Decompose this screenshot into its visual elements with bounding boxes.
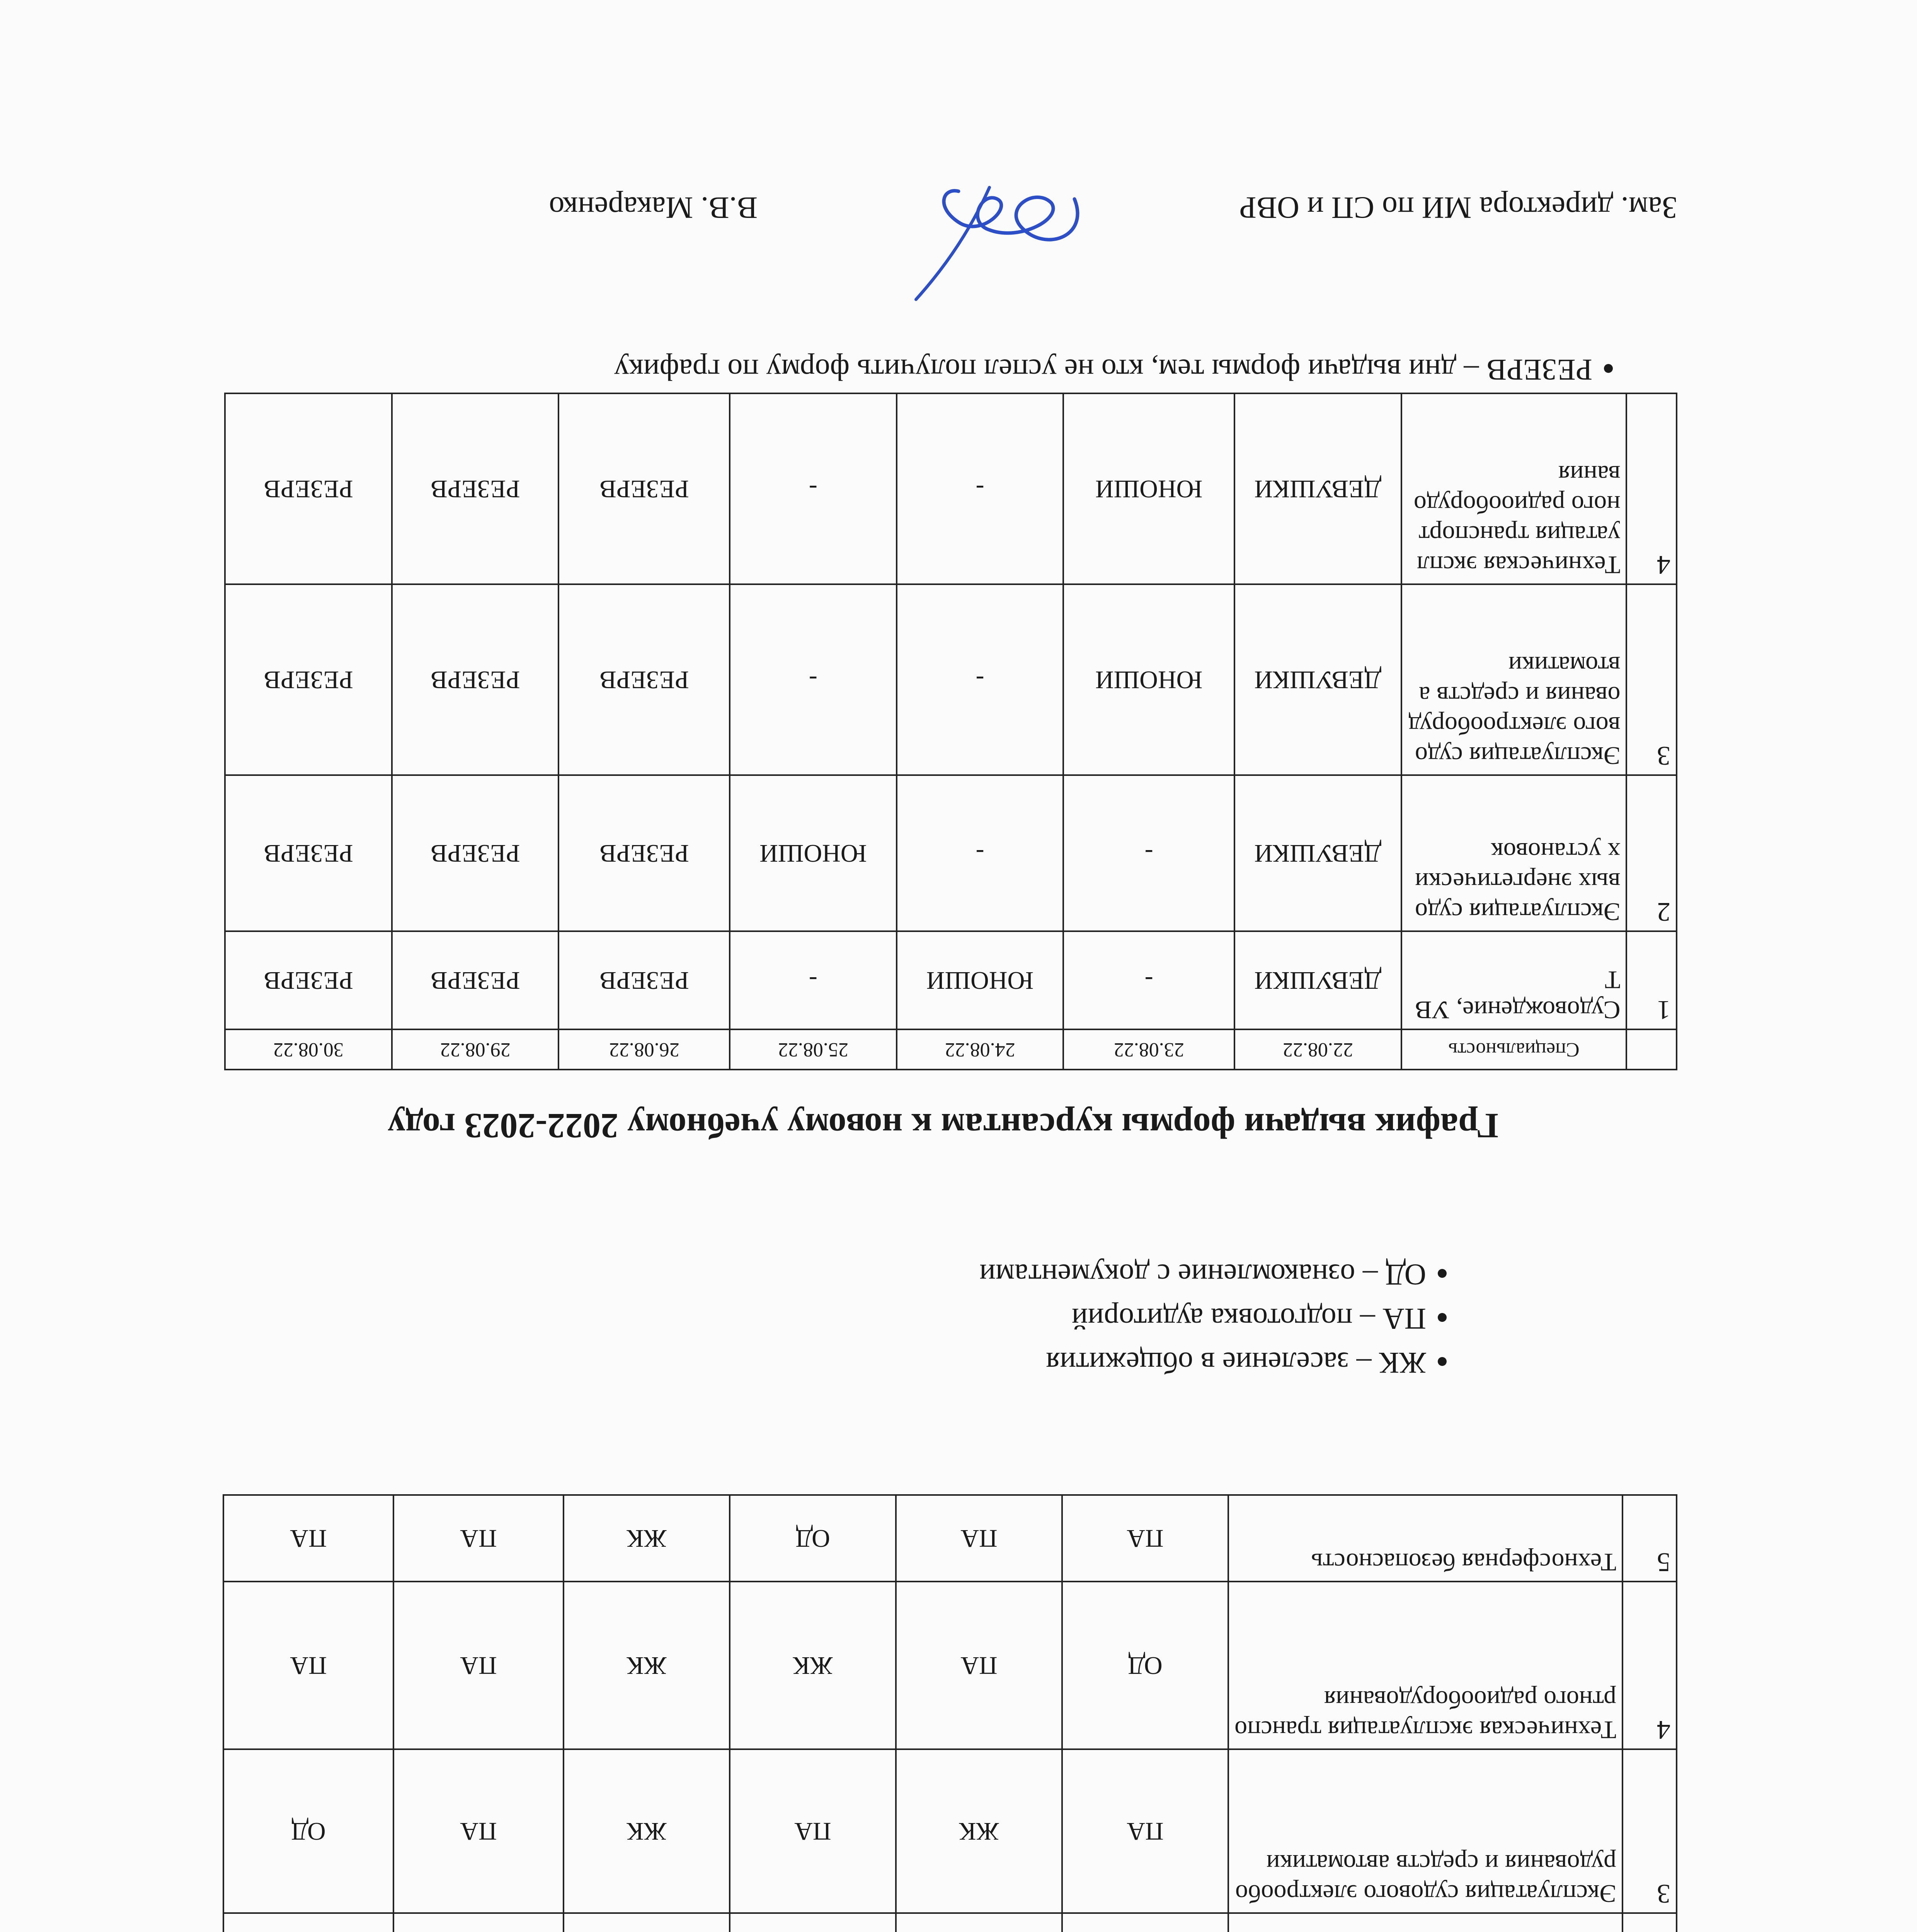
table2-row [225,584,1677,775]
schedule-cell: ОД [223,1749,393,1913]
schedule-cell: - [1063,931,1234,1029]
specialty-cell: Эксплуатация судовых энергетических установок [1401,775,1627,931]
schedule-cell: РЕЗЕРВ [225,393,392,584]
schedule-cell: РЕЗЕРВ [558,775,730,931]
schedule-cell: ЮНОШИ [1063,393,1234,584]
specialty-cell: Техническая эксплуатация транспортного радиооборудования [1228,1582,1622,1749]
schedule-cell: РЕЗЕРВ [225,775,392,931]
schedule-cell [393,1913,564,1932]
table2-header-row [225,1029,1677,1070]
schedule-cell [1062,1913,1228,1932]
table1-row [223,1913,1677,1932]
schedule-cell: ПА [1062,1749,1228,1913]
director-signature [881,137,1098,315]
schedule-cell: ОД [730,1495,896,1582]
legend1 [421,1249,1473,1381]
schedule-cell: ОД [1062,1582,1228,1749]
schedule-cell: ПА [730,1749,896,1913]
legend1-item: • ПА – подготовка аудиторий [421,1300,1426,1337]
schedule-cell: ЮНОШИ [1063,584,1234,775]
schedule-cell: ДЕВУШКИ [1234,775,1401,931]
schedule-cell: ПА [393,1749,564,1913]
specialty-cell: Техническая эксплуатация транспортного радиооборудования [1401,393,1627,584]
table1-row [223,1749,1677,1913]
table2-header-cell [1626,1029,1677,1070]
schedule-cell: РЕЗЕРВ [558,584,730,775]
schedule-cell: РЕЗЕРВ [225,584,392,775]
signer-position: Зам. директора МИ по СП и ОВР [1239,190,1677,224]
table2-header-cell: 30.08.22 [225,1029,392,1070]
schedule-cell: - [897,584,1064,775]
schedule-cell: РЕЗЕРВ [558,931,730,1029]
table2-header-cell: 23.08.22 [1063,1029,1234,1070]
table2-header-cell: 25.08.22 [730,1029,897,1070]
schedule-cell: РЕЗЕРВ [392,584,559,775]
legend1-item: • ОД – ознакомление с документами [421,1256,1426,1293]
schedule-cell: ДЕВУШКИ [1234,584,1401,775]
schedule-cell [223,1913,393,1932]
schedule-cell: РЕЗЕРВ [392,931,559,1029]
table2 [224,393,1677,1070]
schedule-cell: - [730,393,897,584]
schedule-cell: - [1063,775,1234,931]
specialty-cell: Судовождение, УВТ [1401,931,1627,1029]
schedule-cell: ПА [393,1582,564,1749]
row-number: 4 [1622,1582,1677,1749]
legend2-item: • РЕЗЕРВ – дни выдачи формы тем, кто не успел получить форму по графику [124,351,1592,388]
schedule-cell [730,1913,896,1932]
row-number: 3 [1626,584,1677,775]
specialty-cell: Эксплуатация судового электрооборудования и средств автоматики [1228,1749,1622,1913]
schedule-cell: РЕЗЕРВ [392,775,559,931]
table2-row [225,931,1677,1029]
schedule-cell: ДЕВУШКИ [1234,393,1401,584]
schedule-cell: РЕЗЕРВ [225,931,392,1029]
schedule-cell: - [730,584,897,775]
schedule-cell: РЕЗЕРВ [392,393,559,584]
schedule-cell: ПА [393,1495,564,1582]
legend1-item: • ЖК – заселение в общежития [421,1344,1426,1381]
schedule-cell [896,1913,1062,1932]
schedule-cell: ЖК [564,1582,730,1749]
schedule-cell: ПА [223,1582,393,1749]
schedule-cell: ПА [223,1495,393,1582]
row-number: 5 [1622,1495,1677,1582]
schedule-cell: ЖК [896,1749,1062,1913]
specialty-cell [1228,1913,1622,1932]
schedule-cell: ЖК [564,1495,730,1582]
table2-header-cell: Специальность [1401,1029,1627,1070]
specialty-cell: Техносферная безопасность [1228,1495,1622,1582]
schedule-cell: ЖК [564,1749,730,1913]
table1 [223,1494,1677,1932]
table2-header-cell: 26.08.22 [558,1029,730,1070]
schedule-cell: ПА [896,1582,1062,1749]
row-number: 4 [1626,393,1677,584]
signer-name: В.В. Макаренко [549,190,758,224]
table2-row [225,775,1677,931]
table1-row [223,1582,1677,1749]
schedule-cell: ПА [1062,1495,1228,1582]
table2-header-cell: 22.08.22 [1234,1029,1401,1070]
schedule-cell [564,1913,730,1932]
row-number [1622,1913,1677,1932]
schedule-cell: ДЕВУШКИ [1234,931,1401,1029]
schedule-cell: ЮНОШИ [897,931,1064,1029]
table2-title: График выдачи формы курсантам к новому учебному 2022-2023 году [388,1106,1498,1146]
schedule-cell: - [897,775,1064,931]
specialty-cell: Эксплуатация судового электрооборудования и средств автоматики [1401,584,1627,775]
row-number: 1 [1626,931,1677,1029]
row-number: 2 [1626,775,1677,931]
table1-row [223,1495,1677,1582]
schedule-cell: РЕЗЕРВ [558,393,730,584]
schedule-cell: ПА [896,1495,1062,1582]
schedule-cell: - [897,393,1064,584]
schedule-cell: ЖК [730,1582,896,1749]
schedule-cell: - [730,931,897,1029]
table2-header-cell: 24.08.22 [897,1029,1064,1070]
legend2 [124,344,1639,388]
row-number: 3 [1622,1749,1677,1913]
schedule-cell: ЮНОШИ [730,775,897,931]
table2-row [225,393,1677,584]
table2-header-cell: 29.08.22 [392,1029,559,1070]
